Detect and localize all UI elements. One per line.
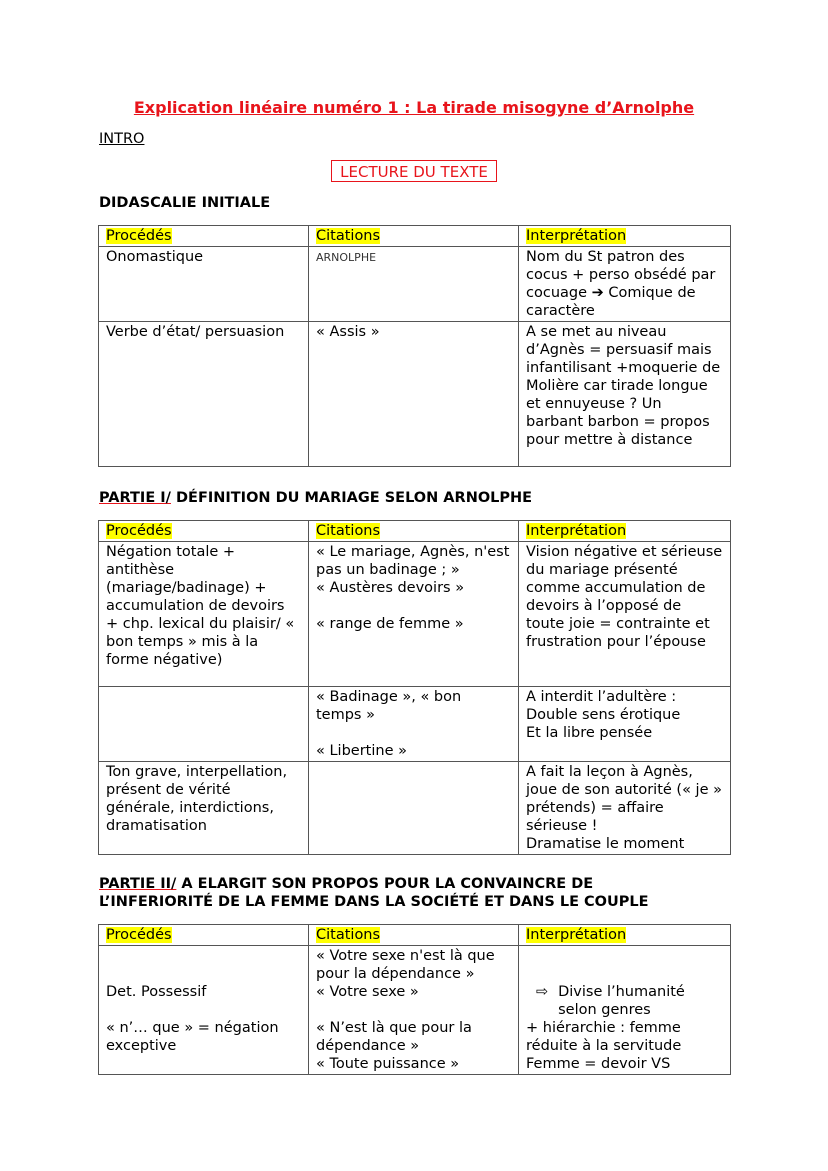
cell-interpretation: A se met au niveau d’Agnès = persuasif mais infantilisant +moquerie de Molière car tirade longue et ennuyeuse ? Un barbant barbon = propos pour mettre à distance [519, 322, 731, 467]
header-cell [309, 925, 519, 946]
header-cell [519, 925, 731, 946]
table-row [99, 247, 731, 322]
section-heading-partie-2 [99, 875, 649, 911]
header-procedes: Procédés [106, 927, 172, 943]
part-title-2: L’INFERIORITÉ DE LA FEMME DANS LA SOCIÉTÉ ET DANS LE COUPLE [99, 894, 649, 910]
table-header-row [99, 521, 731, 542]
part-title-1: A ELARGIT SON PROPOS POUR LA CONVAINCRE DE [176, 876, 594, 892]
cell-citations [309, 247, 519, 322]
intro-label: INTRO [99, 131, 145, 147]
interpretation-text: + hiérarchie : femme réduite à la servitude Femme = devoir VS [526, 1020, 682, 1072]
cell-procedes: Ton grave, interpellation, présent de vérité générale, interdictions, dramatisation [99, 762, 309, 855]
header-citations: Citations [316, 523, 381, 539]
citation-arnolphe: ARNOLPHE [316, 251, 377, 264]
lecture-box: LECTURE DU TEXTE [331, 160, 497, 182]
part-label: PARTIE I/ [99, 490, 171, 506]
header-cell [99, 925, 309, 946]
table-row [99, 762, 731, 855]
section-heading-partie-1 [99, 489, 532, 507]
cell-citations: « Votre sexe n'est là que pour la dépendance » « Votre sexe » « N’est là que pour la dépendance » « Toute puissance » [309, 946, 519, 1075]
interpretation-arrow-item [526, 983, 723, 1019]
table-row [99, 542, 731, 687]
header-procedes: Procédés [106, 228, 172, 244]
page-title: Explication linéaire numéro 1 : La tirade misogyne d’Arnolphe [133, 98, 695, 117]
header-procedes: Procédés [106, 523, 172, 539]
interpretation-arrow-text: Divise l’humanité selon genres [558, 984, 685, 1018]
arrow-right-icon: ⇨ [535, 984, 549, 1000]
cell-procedes [99, 687, 309, 762]
cell-procedes: Onomastique [99, 247, 309, 322]
table-row [99, 687, 731, 762]
header-cell [99, 521, 309, 542]
table-row [99, 946, 731, 1075]
cell-interpretation: A interdit l’adultère : Double sens érotique Et la libre pensée [519, 687, 731, 762]
header-interpretation: Interprétation [526, 927, 627, 943]
cell-procedes: Négation totale + antithèse (mariage/badinage) + accumulation de devoirs + chp. lexical du plaisir/ « bon temps » mis à la forme négative) [99, 542, 309, 687]
table-didascalie [98, 225, 731, 467]
header-citations: Citations [316, 927, 381, 943]
header-interpretation: Interprétation [526, 523, 627, 539]
cell-citations: « Assis » [309, 322, 519, 467]
cell-citations: « Badinage », « bon temps » « Libertine » [309, 687, 519, 762]
section-heading-didascalie: DIDASCALIE INITIALE [99, 195, 271, 211]
table-header-row [99, 925, 731, 946]
cell-procedes: Verbe d’état/ persuasion [99, 322, 309, 467]
header-cell [309, 521, 519, 542]
cell-interpretation [519, 946, 731, 1075]
table-partie-1 [98, 520, 731, 855]
table-partie-2 [98, 924, 731, 1075]
header-cell [309, 226, 519, 247]
table-header-row [99, 226, 731, 247]
cell-interpretation: A fait la leçon à Agnès, joue de son autorité (« je » prétends) = affaire sérieuse ! Dramatise le moment [519, 762, 731, 855]
header-interpretation: Interprétation [526, 228, 627, 244]
cell-procedes: Det. Possessif « n’… que » = négation exceptive [99, 946, 309, 1075]
part-title: DÉFINITION DU MARIAGE SELON ARNOLPHE [170, 490, 533, 506]
cell-interpretation: Nom du St patron des cocus + perso obsédé par cocuage ➔ Comique de caractère [519, 247, 731, 322]
cell-interpretation: Vision négative et sérieuse du mariage présenté comme accumulation de devoirs à l’opposé de toute joie = contrainte et frustration pour l’épouse [519, 542, 731, 687]
cell-citations [309, 762, 519, 855]
header-cell [519, 521, 731, 542]
table-row [99, 322, 731, 467]
header-cell [519, 226, 731, 247]
part-heading-line-1 [99, 875, 649, 893]
cell-citations: « Le mariage, Agnès, n'est pas un badinage ; » « Austères devoirs » « range de femme » [309, 542, 519, 687]
header-cell [99, 226, 309, 247]
header-citations: Citations [316, 228, 381, 244]
part-label: PARTIE II/ [99, 876, 177, 892]
